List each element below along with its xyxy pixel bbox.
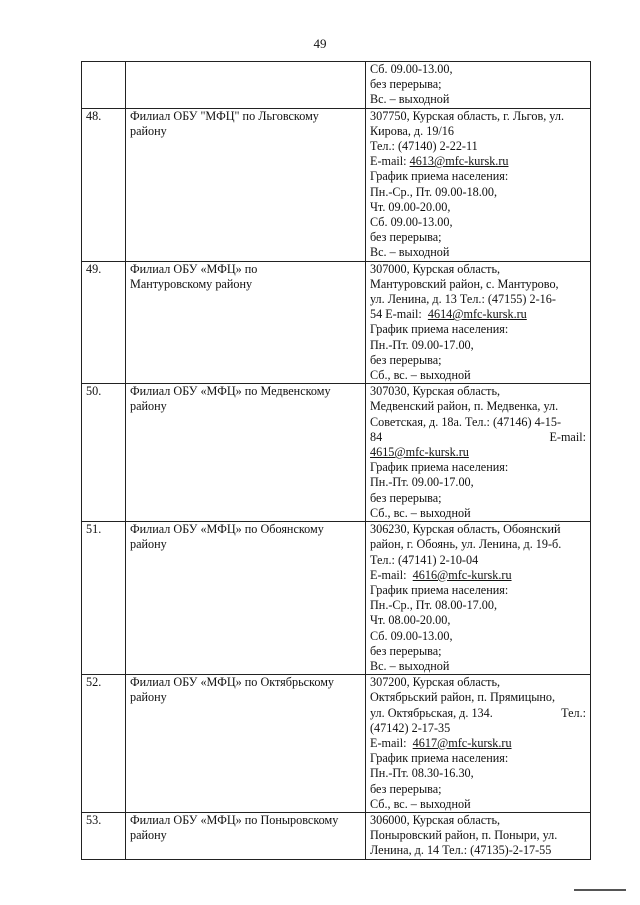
branch-name-line: району <box>130 828 167 843</box>
info-line: График приема населения: <box>370 751 509 766</box>
info-line: 307750, Курская область, г. Льгов, ул. <box>370 108 564 123</box>
table-row <box>82 384 591 522</box>
info-line-right: E-mail: <box>549 429 586 444</box>
info-line: Пн.-Пт. 08.30-16.30, <box>370 766 474 781</box>
email-line <box>370 445 586 460</box>
email-label: 54 E-mail: <box>370 307 428 322</box>
info-line <box>370 430 586 445</box>
info-line: без перерыва; <box>370 230 442 245</box>
info-line: Чт. 09.00-20.00, <box>370 199 451 214</box>
branch-name-line: Филиал ОБУ "МФЦ" по Льговскому <box>130 108 319 123</box>
row-number: 49. <box>82 261 126 384</box>
info-line: График приема населения: <box>370 322 509 337</box>
info-line: (47142) 2-17-35 <box>370 720 451 735</box>
info-line: Пн.-Пт. 09.00-17.00, <box>370 337 474 352</box>
info-line: 306230, Курская область, Обоянский <box>370 522 561 537</box>
branch-contact-info <box>366 384 591 522</box>
info-line: Тел.: (47141) 2-10-04 <box>370 552 479 567</box>
info-line: Сб., вс. – выходной <box>370 796 471 811</box>
row-number: 48. <box>82 108 126 261</box>
info-line: без перерыва; <box>370 643 442 658</box>
row-number <box>82 62 126 109</box>
branch-contact-info <box>366 675 591 813</box>
table-body <box>82 62 591 860</box>
page-edge-mark <box>574 889 626 891</box>
email-line <box>370 736 586 751</box>
branch-name-line: Филиал ОБУ «МФЦ» по Поныровскому <box>130 812 339 827</box>
info-line: Тел.: (47140) 2-22-11 <box>370 139 478 154</box>
table-row <box>82 522 591 675</box>
table-row <box>82 261 591 384</box>
branch-contact-info <box>366 108 591 261</box>
branch-name <box>126 812 366 859</box>
email-line <box>370 568 586 583</box>
email-line <box>370 307 586 322</box>
mfc-branches-table <box>81 61 591 860</box>
info-line: район, г. Обоянь, ул. Ленина, д. 19-б. <box>370 537 562 552</box>
branch-name-line: району <box>130 537 167 552</box>
info-line: 307030, Курская область, <box>370 384 501 399</box>
info-line: Вс. – выходной <box>370 245 450 260</box>
row-number: 52. <box>82 675 126 813</box>
info-line: Поныровский район, п. Поныри, ул. <box>370 828 558 843</box>
branch-name-line: району <box>130 399 167 414</box>
info-line-left: 84 <box>370 429 383 444</box>
branch-name <box>126 384 366 522</box>
table-row <box>82 108 591 261</box>
info-line: Кирова, д. 19/16 <box>370 123 454 138</box>
info-line: Пн.-Пт. 09.00-17.00, <box>370 475 474 490</box>
info-line: Сб. 09.00-13.00, <box>370 628 453 643</box>
branch-name-line: Филиал ОБУ «МФЦ» по Обоянскому <box>130 522 324 537</box>
branch-name <box>126 522 366 675</box>
branch-name <box>126 108 366 261</box>
branch-name <box>126 675 366 813</box>
email-label: E-mail: <box>370 735 413 750</box>
info-line: Советская, д. 18а. Тел.: (47146) 4-15- <box>370 414 562 429</box>
info-line: Чт. 08.00-20.00, <box>370 613 451 628</box>
info-line: Сб. 09.00-13.00, <box>370 215 453 230</box>
info-line: График приема населения: <box>370 460 509 475</box>
email-link[interactable]: 4614@mfc-kursk.ru <box>427 307 527 322</box>
info-line: без перерыва; <box>370 490 442 505</box>
info-line: График приема населения: <box>370 169 509 184</box>
info-line-right: Тел.: <box>561 705 586 720</box>
branch-contact-info <box>366 812 591 859</box>
info-line: График приема населения: <box>370 582 509 597</box>
table-row <box>82 62 591 109</box>
branch-name-line: Филиал ОБУ «МФЦ» по Медвенскому <box>130 384 331 399</box>
row-number: 53. <box>82 812 126 859</box>
branch-name-line: Филиал ОБУ «МФЦ» по Октябрьскому <box>130 675 335 690</box>
branch-name <box>126 62 366 109</box>
row-number: 50. <box>82 384 126 522</box>
info-line: без перерыва; <box>370 781 442 796</box>
email-link[interactable]: 4615@mfc-kursk.ru <box>370 445 469 460</box>
info-line: без перерыва; <box>370 352 442 367</box>
branch-contact-info <box>366 261 591 384</box>
info-line: 307000, Курская область, <box>370 261 501 276</box>
email-link[interactable]: 4613@mfc-kursk.ru <box>409 154 509 169</box>
info-line: 306000, Курская область, <box>370 812 501 827</box>
branch-contact-info <box>366 62 591 109</box>
info-line: Пн.-Ср., Пт. 08.00-17.00, <box>370 598 498 613</box>
info-line: Вс. – выходной <box>370 92 450 107</box>
info-line: Пн.-Ср., Пт. 09.00-18.00, <box>370 184 498 199</box>
email-link[interactable]: 4617@mfc-kursk.ru <box>412 735 512 750</box>
table-row <box>82 675 591 813</box>
email-line <box>370 154 586 169</box>
info-line: Октябрьский район, п. Прямицыно, <box>370 690 556 705</box>
info-line-left: ул. Октябрьская, д. 134. <box>370 705 493 720</box>
page-number: 49 <box>313 36 327 51</box>
info-line: Сб., вс. – выходной <box>370 505 471 520</box>
info-line: ул. Ленина, д. 13 Тел.: (47155) 2-16- <box>370 292 556 307</box>
table-row <box>82 812 591 859</box>
info-line: без перерыва; <box>370 77 442 92</box>
row-number: 51. <box>82 522 126 675</box>
branch-name-line: Мантуровскому району <box>130 276 253 291</box>
email-label: E-mail: <box>370 567 413 582</box>
branch-contact-info <box>366 522 591 675</box>
branch-name-line: району <box>130 690 167 705</box>
info-line: Сб. 09.00-13.00, <box>370 62 453 76</box>
email-label: E-mail: <box>370 154 410 169</box>
info-line <box>370 706 586 721</box>
info-line: Вс. – выходной <box>370 658 450 673</box>
info-line: Мантуровский район, с. Мантурово, <box>370 276 559 291</box>
info-line: Сб., вс. – выходной <box>370 368 471 383</box>
info-line: Ленина, д. 14 Тел.: (47135)-2-17-55 <box>370 843 552 858</box>
branch-name-line: Филиал ОБУ «МФЦ» по <box>130 261 258 276</box>
info-line: 307200, Курская область, <box>370 675 501 690</box>
email-link[interactable]: 4616@mfc-kursk.ru <box>412 567 512 582</box>
branch-name <box>126 261 366 384</box>
branch-name-line: району <box>130 123 167 138</box>
info-line: Медвенский район, п. Медвенка, ул. <box>370 399 559 414</box>
